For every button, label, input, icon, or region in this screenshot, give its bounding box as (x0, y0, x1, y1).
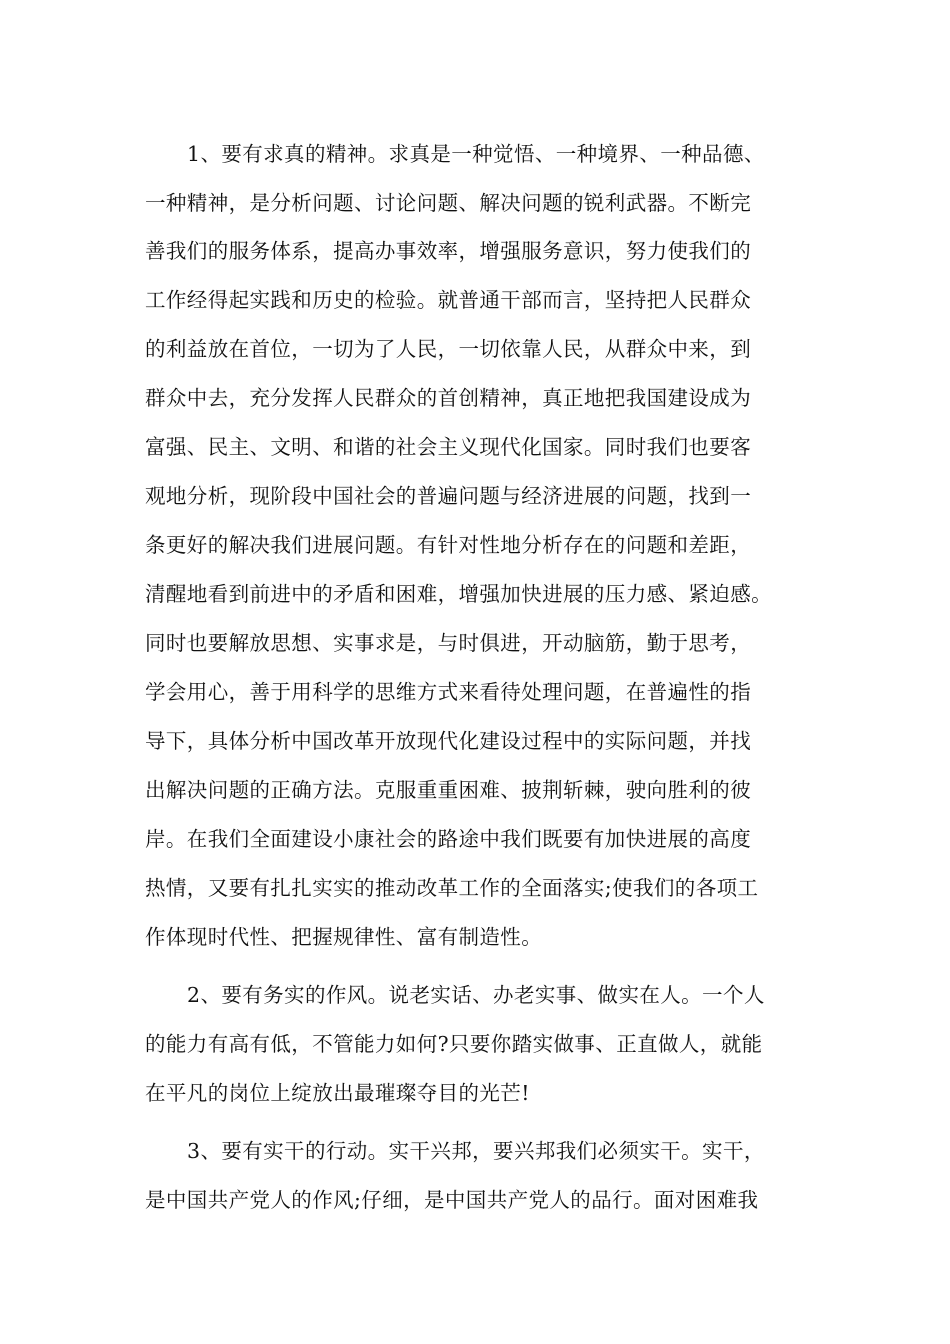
paragraph-1-line-14: 出解决问题的正确方法。克服重重困难、披荆斩棘，驶向胜利的彼 (145, 778, 752, 802)
paragraph-1-line-9: 条更好的解决我们进展问题。有针对性地分析存在的问题和差距， (145, 533, 752, 557)
paragraph-2-line-3: 在平凡的岗位上绽放出最璀璨夺目的光芒! (145, 1081, 530, 1105)
paragraph-1-line-13: 导下，具体分析中国改革开放现代化建设过程中的实际问题，并找 (145, 729, 752, 753)
paragraph-1-line-4: 工作经得起实践和历史的检验。就普通干部而言，坚持把人民群众 (145, 288, 752, 312)
paragraph-1-line-3: 善我们的服务体系，提高办事效率，增强服务意识，努力使我们的 (145, 239, 752, 263)
paragraph-1-line-6: 群众中去，充分发挥人民群众的首创精神，真正地把我国建设成为 (145, 386, 752, 410)
paragraph-1-line-17: 作体现时代性、把握规律性、富有制造性。 (145, 925, 543, 949)
paragraph-1-line-7: 富强、民主、文明、和谐的社会主义现代化国家。同时我们也要客 (145, 435, 752, 459)
paragraph-1-line-5: 的利益放在首位，一切为了人民，一切依靠人民，从群众中来，到 (145, 337, 752, 361)
paragraph-3-line-1: 3、要有实干的行动。实干兴邦，要兴邦我们必须实干。实干， (187, 1139, 765, 1163)
paragraph-1-line-16: 热情，又要有扎扎实实的推动改革工作的全面落实;使我们的各项工 (145, 876, 759, 900)
paragraph-1-line-15: 岸。在我们全面建设小康社会的路途中我们既要有加快进展的高度 (145, 827, 752, 851)
paragraph-1-line-8: 观地分析，现阶段中国社会的普遍问题与经济进展的问题，找到一 (145, 484, 752, 508)
paragraph-1-line-12: 学会用心，善于用科学的思维方式来看待处理问题，在普遍性的指 (145, 680, 752, 704)
paragraph-1-line-2: 一种精神，是分析问题、讨论问题、解决问题的锐利武器。不断完 (145, 191, 752, 215)
paragraph-1-line-1: 1、要有求真的精神。求真是一种觉悟、一种境界、一种品德、 (187, 142, 765, 166)
paragraph-1-line-10: 清醒地看到前进中的矛盾和困难，增强加快进展的压力感、紧迫感。 (145, 582, 772, 606)
paragraph-3-line-2: 是中国共产党人的作风;仔细，是中国共产党人的品行。面对困难我 (145, 1188, 759, 1212)
paragraph-2-line-1: 2、要有务实的作风。说老实话、办老实事、做实在人。一个人 (187, 983, 765, 1007)
paragraph-2-line-2: 的能力有高有低，不管能力如何?只要你踏实做事、正直做人，就能 (145, 1032, 763, 1056)
paragraph-1-line-11: 同时也要解放思想、实事求是，与时俱进，开动脑筋，勤于思考， (145, 631, 752, 655)
